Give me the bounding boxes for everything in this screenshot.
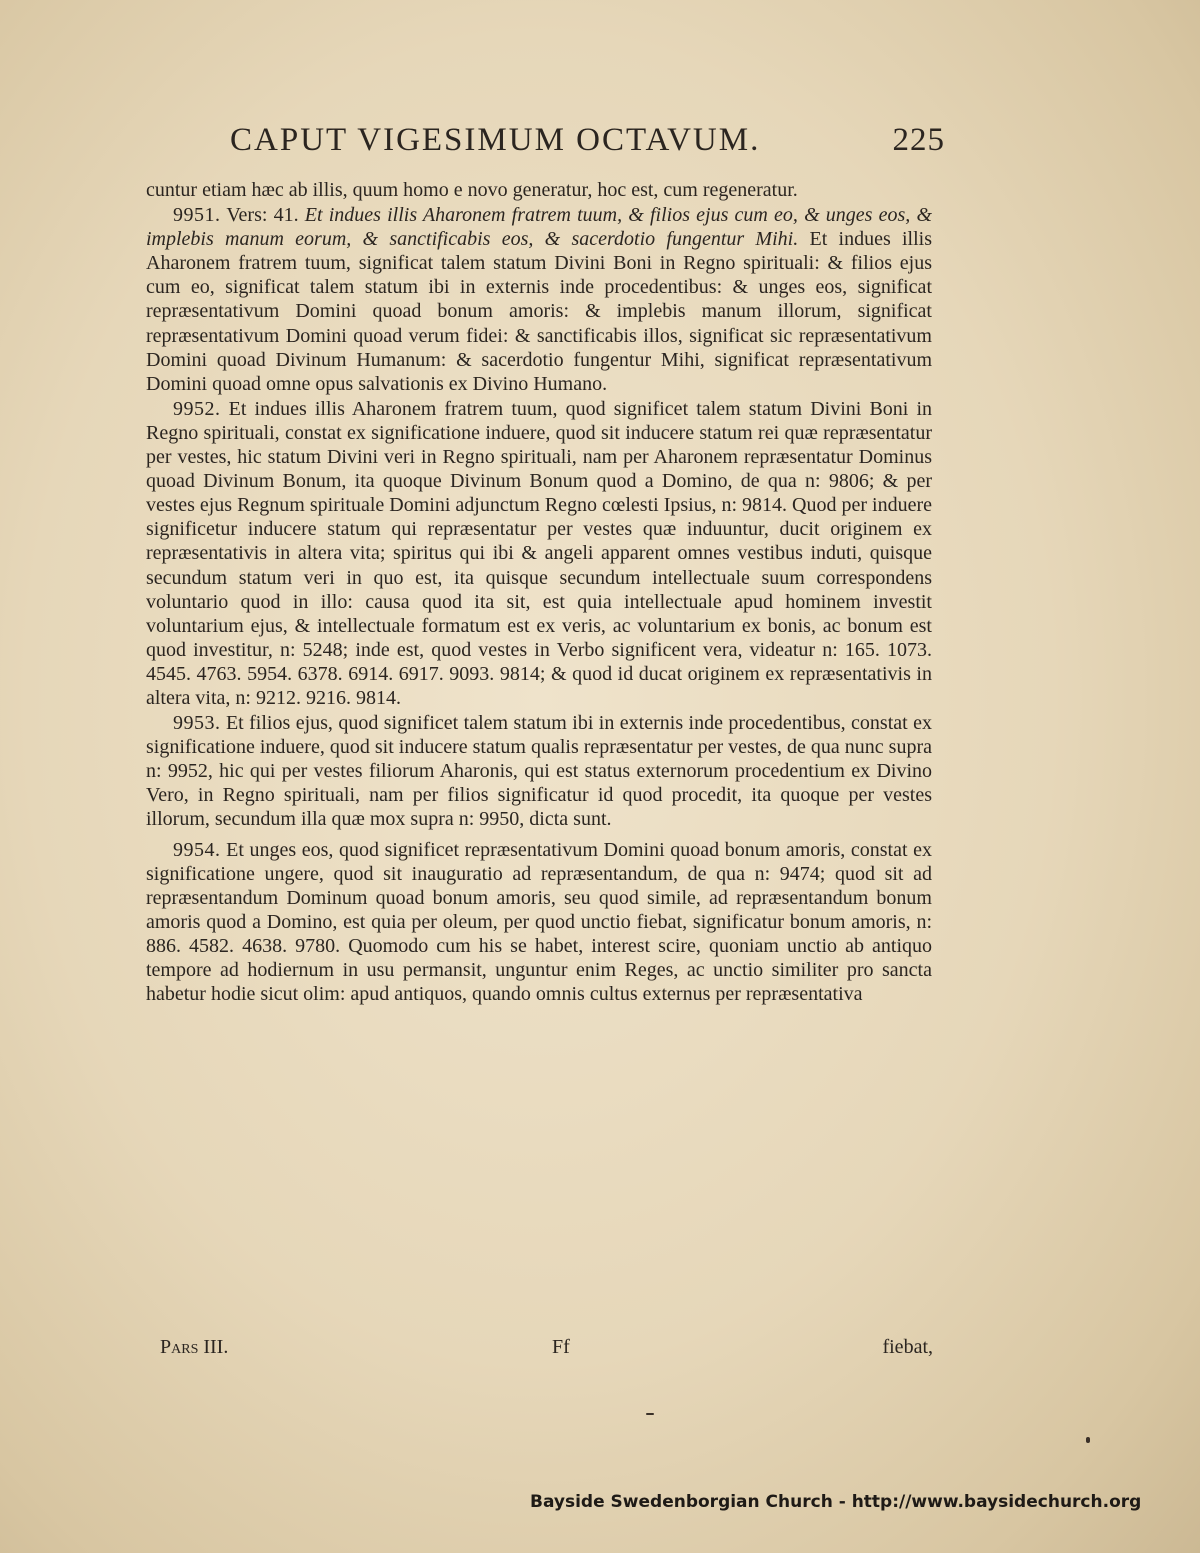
paragraph-number: 9951. [173,204,221,227]
paragraph-text: Et unges eos, quod significet repræsentativum Domini quoad bonum amoris, constat ex significatione ungere, quod sit inauguratio ad repræsentandum, de qua n: 9474; quod sit ad repræsentandum Dominum quoad bonum amoris, seu quod simile, ad repræsentandum bonum amoris quod a Domino, est quia per oleum, per quod unctio fiebat, significatur bonum amoris, n: 886. 4582. 4638. 9780. Quomodo cum his se habet, interest scire, quoniam unctio ab antiquo tempore ad hodiernum in usu permansit, unguntur enim Reges, ac unctio similiter pro sancta habetur hodie sicut olim: apud antiquos, quando omnis cultus externus per repræsentativa [146,838,933,1006]
paragraph-text: Et indues illis Aharonem fratrem tuum, quod significet talem statum Divini Boni in Regno spirituali, constat ex significatione induere, quod sit inducere statum rei quæ repræsentatur per vestes, hic statum Divini veri in Regno spirituali, nam per Aharonem repræsentatur Dominus quoad Divinum Bonum, ita quoque Divinum Bonum quod a Domino, de qua n: 9806; & per vestes ejus Regnum spirituale Domini adjunctum Regno cœlesti Ipsius, n: 9814. Quod per induere significetur inducere statum qui repræsentatur per vestes quæ induuntur, ducit originem ex repræsentativis in altera vita; spiritus qui ibi & angeli apparent omnes vestibus induti, quisque secundum statum veri in quo est, ita quisque secundum intellectuale suum correspondens voluntario quod in illo: causa quod ita sit, est quia intellectuale apud hominem investit voluntarium ejus, & intellectuale formatum est ex veris, ac voluntarium ex bonis, ac bonum est quod investitur, n: 5248; inde est, quod vestes in Verbo significent vera, videatur n: 165. 1073. 4545. 4763. 5954. 6378. 6914. 6917. 9093. 9814; & quod id ducat originem ex repræsentativis in altera vita, n: 9212. 9216. 9814. [146,397,933,709]
paragraph-text: Et filios ejus, quod significet talem statum ibi in externis inde procedentibus, constat ex significatione induere, quod sit inducere statum qualis repræsentatur per vestes, de qua nunc supra n: 9952, hic qui per vestes filiorum Aharonis, qui est status externorum procedentium ex Divino Vero, in Regno spirituali, nam per filios significatur id quod procedit, ita quoque per vestes illorum, secundum illa quæ mox supra n: 9950, dicta sunt. [146,712,932,831]
credit-line: Bayside Swedenborgian Church - http://www.baysidechurch.org [530,1492,1142,1512]
paper-speck [1086,1437,1090,1443]
catchword: fiebat, [882,1336,933,1358]
page-footer [160,1336,933,1362]
paragraph-number: 9953. [173,712,221,735]
paragraph-number: 9954. [173,838,221,861]
verse-reference: Vers: 41. [226,204,299,227]
paper-speck [646,1413,654,1415]
paragraph-9951 [146,203,932,396]
page-number: 225 [892,122,945,158]
running-head [230,122,945,172]
paragraph-9953 [146,711,932,831]
scripture-quote: Et indues illis Aharonem fratrem tuum, & filios ejus cum eo, & unges eos, & implebis manum eorum, & sanctificabis eos, & sacerdotio fungentur Mihi. [146,204,933,251]
paragraph-text: Et indues illis Aharonem fratrem tuum, significat talem statum Divini Boni in Regno spirituali: & filios ejus cum eo, significat talem statum ibi in externis inde procedentibus: & unges eos, significat repræsentativum Domini quoad bonum amoris: & implebis manum illorum, significat repræsentativum Domini quoad verum fidei: & sanctificabis illos, significat sic repræsentativum Domini quoad Divinum Humanum: & sacerdotio fungentur Mihi, significat repræsentativum Domini quoad omne opus salvationis ex Divino Humano. [146,228,933,395]
paragraph-9952 [146,397,932,710]
signature-mark: Ff [552,1336,570,1358]
volume-marker: Pars III. [160,1336,229,1358]
body-text [146,178,932,1006]
chapter-title: CAPUT VIGESIMUM OCTAVUM. [230,122,761,158]
paragraph-number: 9952. [173,397,221,420]
continuation-paragraph: cuntur etiam hæc ab illis, quum homo e novo generatur, hoc est, cum regeneratur. [146,179,798,201]
paragraph-9954 [146,838,932,1007]
